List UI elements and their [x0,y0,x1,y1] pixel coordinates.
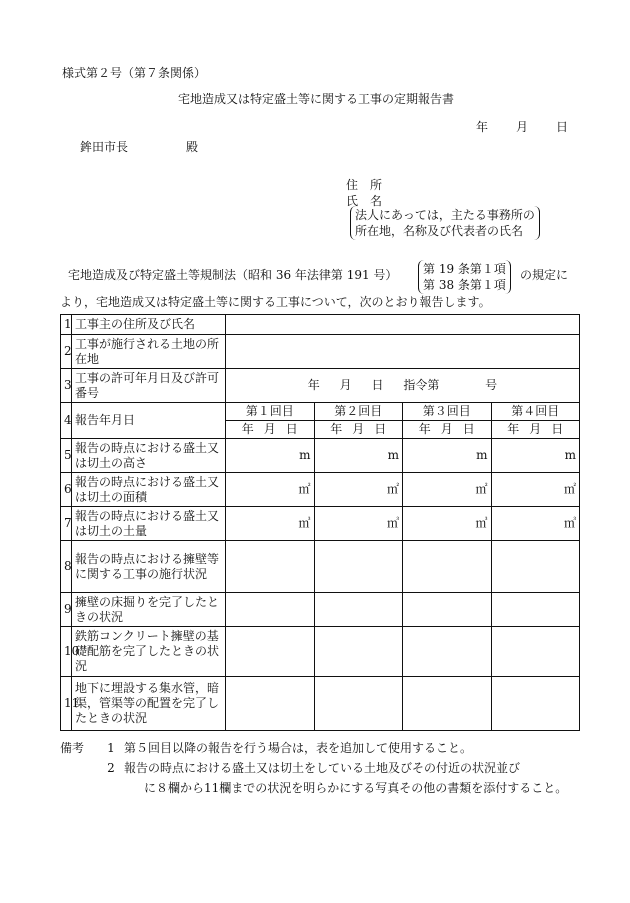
report-date [476,120,596,134]
report-3-header: 第３回目 [403,403,492,421]
remark-text: 第５回目以降の報告を行う場合は，表を追加して使用すること。 [124,741,473,755]
remark-2-continued: に８欄から11欄までの状況を明らかにする写真その他の書類を添付すること。 [144,781,568,795]
address-label: 住 所 [346,178,383,192]
height-cell[interactable]: m [314,439,403,473]
height-cell[interactable]: m [403,439,492,473]
area-cell[interactable]: ㎡ [491,473,580,507]
table-row [61,439,580,473]
table-row [61,473,580,507]
addressee-name: 鉾田市長 [80,140,129,154]
row-label: 報告の時点における擁壁等に関する工事の施行状況 [72,541,226,593]
table-row [61,335,580,369]
remark-2 [60,758,600,778]
row-label: 擁壁の床掘りを完了したときの状況 [72,593,226,627]
status-cell[interactable] [226,593,315,627]
height-cell[interactable]: m [226,439,315,473]
status-cell[interactable] [403,627,492,677]
row-number: 4 [61,403,72,439]
remark-number: 2 [107,761,115,775]
table-row [61,541,580,593]
height-cell[interactable]: m [491,439,580,473]
corporation-note [350,206,540,240]
row-label: 報告の時点における盛土又は切土の土量 [72,507,226,541]
area-cell[interactable]: ㎡ [314,473,403,507]
provision-text: の規定に [520,268,569,282]
table-row [61,403,580,421]
table-row [61,315,580,335]
article-option-19: 第 19 条第１項 [423,262,506,276]
status-cell[interactable] [226,677,315,731]
article-choice [418,260,511,294]
table-row [61,507,580,541]
form-number: 様式第２号（第７条関係） [62,66,207,80]
volume-cell[interactable]: ㎥ [491,507,580,541]
status-cell[interactable] [314,677,403,731]
table-row [61,677,580,731]
report-date-cell[interactable]: 年 月 日 [403,421,492,439]
report-4-header: 第４回目 [491,403,580,421]
article-option-38: 第 38 条第１項 [423,278,506,292]
addressee [80,140,198,154]
table-row [61,627,580,677]
row-number: 2 [61,335,72,369]
row-number: 10 [61,627,72,677]
status-cell[interactable] [491,627,580,677]
remarks-label: 備考 [60,741,85,755]
permit-field[interactable] [226,369,580,403]
remarks [60,738,600,798]
date-month: 月 [516,120,529,134]
status-cell[interactable] [491,593,580,627]
row-label: 報告の時点における盛土又は切土の面積 [72,473,226,507]
area-cell[interactable]: ㎡ [403,473,492,507]
corporation-note-line1: 法人にあっては，主たる事務所の [355,208,535,222]
row-label: 報告の時点における盛土又は切土の高さ [72,439,226,473]
status-cell[interactable] [491,677,580,731]
volume-cell[interactable]: ㎥ [226,507,315,541]
row-label: 報告年月日 [72,403,226,439]
status-cell[interactable] [226,541,315,593]
permit-month: 月 [339,378,352,392]
status-cell[interactable] [403,593,492,627]
area-cell[interactable]: ㎡ [226,473,315,507]
site-location-field[interactable] [226,335,580,369]
row-number: 6 [61,473,72,507]
report-date-cell[interactable]: 年 月 日 [314,421,403,439]
permit-day: 日 [371,378,384,392]
row-number: 8 [61,541,72,593]
row-number: 3 [61,369,72,403]
status-cell[interactable] [403,677,492,731]
row-label: 工事主の住所及び氏名 [72,315,226,335]
table-row [61,369,580,403]
applicant-field[interactable] [226,315,580,335]
date-day: 日 [556,120,569,134]
volume-cell[interactable]: ㎥ [314,507,403,541]
status-cell[interactable] [491,541,580,593]
honorific: 殿 [186,140,199,154]
name-label: 氏 名 [346,194,383,208]
row-label: 工事が施行される土地の所在地 [72,335,226,369]
permit-go: 号 [485,378,498,392]
remark-1 [60,738,600,758]
row-label: 地下に埋設する集水管，暗渠，管渠等の配置を完了したときの状況 [72,677,226,731]
report-2-header: 第２回目 [314,403,403,421]
remark-text: 報告の時点における盛土又は切土をしている土地及びその付近の状況並び [124,761,521,775]
intro-text: より，宅地造成又は特定盛土等に関する工事について，次のとおり報告します。 [60,295,491,309]
row-number: 9 [61,593,72,627]
permit-year: 年 [307,378,320,392]
row-number: 5 [61,439,72,473]
report-table [60,314,580,731]
row-label: 工事の許可年月日及び許可番号 [72,369,226,403]
volume-cell[interactable]: ㎥ [403,507,492,541]
status-cell[interactable] [314,593,403,627]
law-reference: 宅地造成及び特定盛土等規制法（昭和 36 年法律第 191 号） [68,268,398,282]
status-cell[interactable] [314,627,403,677]
row-label: 鉄筋コンクリート擁壁の基礎配筋を完了したときの状況 [72,627,226,677]
row-number: 11 [61,677,72,731]
row-number: 1 [61,315,72,335]
report-1-header: 第１回目 [226,403,315,421]
remark-number: 1 [107,741,115,755]
corporation-note-line2: 所在地，名称及び代表者の氏名 [355,224,524,238]
row-number: 7 [61,507,72,541]
date-year: 年 [476,120,489,134]
document-title: 宅地造成又は特定盛土等に関する工事の定期報告書 [178,92,455,106]
status-cell[interactable] [403,541,492,593]
table-row [61,593,580,627]
status-cell[interactable] [226,627,315,677]
report-date-cell[interactable]: 年 月 日 [226,421,315,439]
status-cell[interactable] [314,541,403,593]
report-date-cell[interactable]: 年 月 日 [491,421,580,439]
permit-shitei: 指令第 [403,378,440,392]
